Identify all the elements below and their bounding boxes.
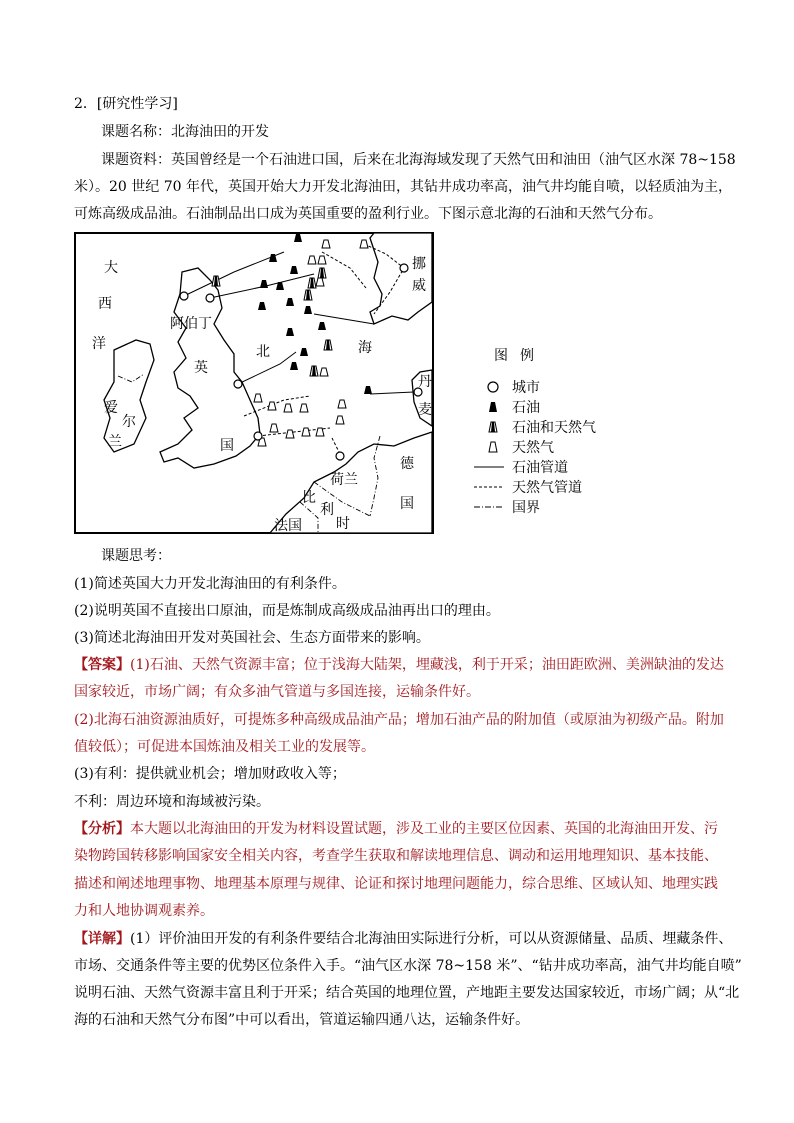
analysis-line [74,819,718,839]
oil-field-icon [486,400,500,414]
detail-line: 说明石油、天然气资源丰富且利于开采；结合英国的地理位置，产地距主要发达国家较近，市场广阔；从“北 [74,985,740,1001]
detail-line: 市场、交通条件等主要的优势区位条件入手。“油气区水深 78~158 米”、“钻井成功率高，油气井均能自喷” [74,958,742,974]
material-line: 可炼高级成品油。石油制品出口成为英国重要的盈利行业。下图示意北海的石油和天然气分布。 [74,206,662,222]
label-ireland: 兰 [108,434,122,450]
gas-field-icon [486,440,500,454]
label-uk: 英 [194,360,208,376]
label-germany: 德 [400,456,414,472]
city-icon [486,380,500,394]
label-netherlands: 荷兰 [330,472,358,488]
material-line: 课题资料：英国曾经是一个石油进口国，后来在北海海域发现了天然气田和油田（油气区水深 78~158 [101,152,736,168]
label-north-sea: 海 [358,340,372,356]
legend-label: 天然气管道 [512,480,582,496]
oil-and-gas-field-icon [486,420,500,434]
label-belgium: 利 [320,502,334,518]
answer-text: (1)石油、天然气资源丰富；位于浅海大陆架，埋藏浅，利于开采；油田距欧洲、美洲缺油的发达 [130,657,724,673]
label-norway: 威 [412,278,426,294]
oil-pipeline-icon [474,462,506,472]
label-atlantic: 洋 [92,336,106,352]
thinking-question: (1)简述英国大力开发北海油田的有利条件。 [74,576,346,592]
answer-tag: 【答案】 [74,657,130,673]
label-belgium: 时 [336,516,350,532]
answer-line: (2)北海石油资源油质好，可提炼多种高级成品油产品；增加石油产品的附加值（或原油为初级产品。附加 [74,712,724,728]
border-icon [474,502,506,512]
label-atlantic: 大 [104,260,118,276]
label-uk: 国 [220,438,234,454]
detail-text: (1）评价油田开发的有利条件要结合北海油田实际进行分析，可以从资源储量、品质、埋藏条件、 [130,931,733,947]
label-ireland: 爱 [104,400,118,416]
legend-title: 图例 [494,348,546,364]
analysis-line: 描述和阐述地理事物、地理基本原理与规律、论证和探讨地理问题能力，综合思维、区域认知、地理实践 [74,876,718,892]
thinking-question: (2)说明英国不直接出口原油，而是炼制成高级成品油再出口的理由。 [74,603,500,619]
question-number: 2．[研究性学习] [74,96,178,112]
legend-label: 石油 [512,400,540,416]
label-denmark: 麦 [418,402,432,418]
topic-name: 课题名称：北海油田的开发 [101,124,269,140]
legend-label: 城市 [512,380,540,396]
detail-line [74,929,732,949]
detail-line: 海的石油和天然气分布图”中可以看出，管道运输四通八达，运输条件好。 [74,1012,530,1028]
detail-tag: 【详解】 [74,931,130,947]
label-belgium: 比 [302,490,316,506]
thinking-heading: 课题思考： [101,548,171,564]
label-france: 法国 [274,518,302,534]
answer-line: 不利：周边环境和海域被污染。 [74,794,270,810]
analysis-line: 力和人地协调观素养。 [74,903,214,919]
north-sea-map [74,232,434,534]
label-atlantic: 西 [98,296,112,312]
material-line: 米）。20 世纪 70 年代，英国开始大力开发北海油田，其钻井成功率高，油气井均能自喷，以轻质油为主， [74,179,732,195]
analysis-line: 染物跨国转移影响国家安全相关内容，考查学生获取和解读地理信息、调动和运用地理知识、基本技能、 [74,848,718,864]
legend-label: 石油管道 [512,460,568,476]
legend-label: 石油和天然气 [512,420,596,436]
answer-line: (3)有利：提供就业机会；增加财政收入等； [74,766,346,782]
map-legend [474,345,614,520]
analysis-tag: 【分析】 [74,821,130,837]
thinking-question: (3)简述北海油田开发对英国社会、生态方面带来的影响。 [74,630,430,646]
legend-label: 天然气 [512,440,554,456]
legend-label: 国界 [512,500,540,516]
answer-line: 值较低）；可促进本国炼油及相关工业的发展等。 [74,739,375,755]
label-denmark: 丹 [418,374,432,390]
label-north-sea: 北 [256,344,270,360]
label-norway: 挪 [412,256,426,272]
label-germany: 国 [400,496,414,512]
answer-line: 国家较近，市场广阔；有众多油气管道与多国连接，运输条件好。 [74,684,480,700]
label-ireland: 尔 [122,414,136,430]
answer-line [74,655,724,675]
analysis-text: 本大题以北海油田的开发为材料设置试题，涉及工业的主要区位因素、英国的北海油田开发、污 [130,821,718,837]
label-aberdeen: 阿伯丁 [170,316,212,332]
gas-pipeline-icon [474,482,506,492]
